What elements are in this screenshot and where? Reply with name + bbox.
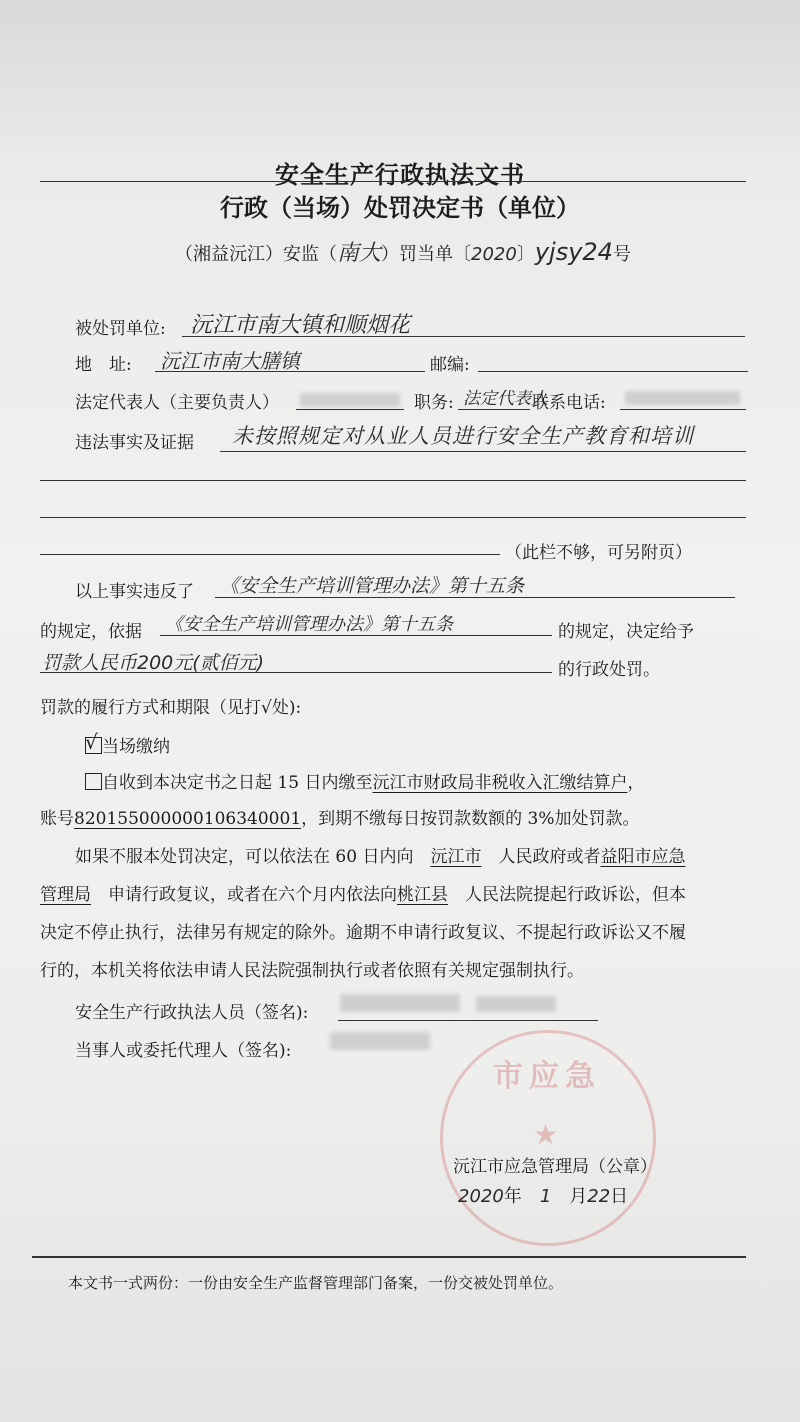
date-day-unit: 日 <box>610 1186 629 1207</box>
rep-name-redacted <box>300 392 400 408</box>
official-seal <box>440 1030 656 1246</box>
appeal-2b: 人民法院提起行政诉讼，但本 <box>465 885 686 905</box>
facts-underline-3 <box>40 517 746 518</box>
postcode-underline <box>478 371 748 372</box>
document-subtitle: 行政（当场）处罚决定书（单位） <box>220 193 580 222</box>
rep-label: 法定代表人（主要负责人） <box>75 393 279 413</box>
doc-no-suffix: ）罚当单〔 <box>381 244 472 265</box>
phone-label: 联系电话: <box>532 393 606 413</box>
transfer-comma: ， <box>627 773 645 793</box>
doc-hao: 号 <box>612 244 631 265</box>
appeal-dept: 益阳市应急 <box>600 847 686 867</box>
document-number <box>175 236 631 267</box>
officer-signature-underline <box>338 1020 598 1021</box>
appeal-1b: 人民政府或者 <box>498 847 601 867</box>
date-day: 22 <box>587 1186 611 1207</box>
date-month: 1 <box>539 1186 552 1207</box>
transfer-account-name: 沅江市财政局非税收入汇缴结算户 <box>372 773 628 793</box>
doc-no-prefix: （湘益沅江）安监（ <box>175 244 337 265</box>
party-signature-redacted <box>330 1032 440 1054</box>
footer-note: 本文书一式两份：一份由安全生产监督管理部门备案，一份交被处罚单位。 <box>68 1274 564 1292</box>
unit-underline <box>182 336 745 337</box>
header-rule <box>40 181 746 182</box>
facts-value: 未按照规定对从业人员进行安全生产教育和培训 <box>232 424 694 448</box>
facts-underline-2 <box>40 480 746 481</box>
party-signature-label: 当事人或委托代理人（签名): <box>75 1041 292 1061</box>
date-month-unit: 月 <box>569 1186 588 1207</box>
date-year-unit: 年 <box>503 1186 522 1207</box>
facts-label: 违法事实及证据 <box>75 433 194 453</box>
appeal-dept-cont: 管理局 <box>40 885 91 905</box>
penalty-value: 罚款人民币200元(贰佰元) <box>42 652 265 674</box>
appeal-line-2 <box>40 880 686 905</box>
option-onsite <box>85 732 170 757</box>
account-suffix: ，到期不缴每日按罚款数额的 3%加处罚款。 <box>301 809 640 829</box>
doc-no-mid: 南大 <box>337 241 382 266</box>
position-value: 法定代表人 <box>463 389 548 409</box>
payment-method-label: 罚款的履行方式和期限（见打√处): <box>40 698 302 718</box>
facts-underline-4 <box>40 554 500 555</box>
date-year: 2020 <box>458 1186 504 1207</box>
position-label: 职务: <box>414 393 454 413</box>
phone-redacted <box>625 390 740 406</box>
officer-signature-label: 安全生产行政执法人员（签名): <box>75 1003 309 1023</box>
appeal-2a: 申请行政复议，或者在六个月内依法向 <box>108 885 397 905</box>
violated-value: 《安全生产培训管理办法》第十五条 <box>220 575 525 597</box>
transfer-checkbox[interactable] <box>85 773 102 790</box>
doc-year: 2020 <box>471 244 517 265</box>
footer-rule <box>32 1256 746 1258</box>
issue-date <box>458 1182 628 1208</box>
seal-text: 市应急 <box>493 1059 601 1094</box>
rule-suffix: 的规定，决定给予 <box>558 622 694 642</box>
seal-star-icon: ★ <box>533 1118 559 1151</box>
appeal-line-4: 行的，本机关将依法申请人民法院强制执行或者依照有关规定强制执行。 <box>40 961 584 981</box>
account-number: 820155000000106340001 <box>74 809 302 829</box>
postcode-label: 邮编: <box>430 355 470 375</box>
address-value: 沅江市南大膳镇 <box>160 349 300 373</box>
unit-value: 沅江市南大镇和顺烟花 <box>190 313 411 338</box>
address-underline <box>155 371 425 372</box>
appeal-court: 桃江县 <box>397 885 448 905</box>
rep-underline <box>296 409 404 410</box>
check-mark-icon: √ <box>85 730 98 754</box>
appeal-gov: 沅江市 <box>430 847 482 867</box>
penalty-underline <box>40 672 552 673</box>
phone-underline <box>620 409 746 410</box>
document-header-title: 安全生产行政执法文书 <box>275 160 525 189</box>
appeal-1a: 如果不服本处罚决定，可以依法在 60 日内向 <box>75 847 414 867</box>
position-underline <box>458 409 530 410</box>
facts-underline-1 <box>220 451 746 452</box>
appeal-line-1 <box>75 842 685 867</box>
account-line <box>40 804 640 829</box>
onsite-checkbox[interactable] <box>85 730 102 754</box>
address-label: 地 址: <box>75 355 132 375</box>
more-space-note: （此栏不够，可另附页） <box>505 543 692 563</box>
rule-value: 《安全生产培训管理办法》第十五条 <box>165 614 453 635</box>
rule-underline <box>160 635 552 636</box>
option-transfer-prefix: 自收到本决定书之日起 15 日内缴至 <box>102 773 373 793</box>
account-prefix: 账号 <box>40 809 74 829</box>
doc-serial: yjsy24 <box>534 238 613 266</box>
doc-close: 〕 <box>516 244 535 265</box>
violated-prefix: 以上事实违反了 <box>75 582 194 602</box>
rule-prefix: 的规定，依据 <box>40 622 142 642</box>
unit-label: 被处罚单位: <box>75 319 166 339</box>
violated-underline <box>215 597 735 598</box>
issuing-authority: 沅江市应急管理局（公章） <box>453 1157 657 1177</box>
appeal-line-3: 决定不停止执行，法律另有规定的除外。逾期不申请行政复议、不提起行政诉讼又不履 <box>40 923 686 943</box>
officer-signature-redacted <box>340 994 600 1016</box>
penalty-suffix: 的行政处罚。 <box>558 660 660 680</box>
option-onsite-label: 当场缴纳 <box>102 737 170 757</box>
option-transfer <box>85 768 644 793</box>
